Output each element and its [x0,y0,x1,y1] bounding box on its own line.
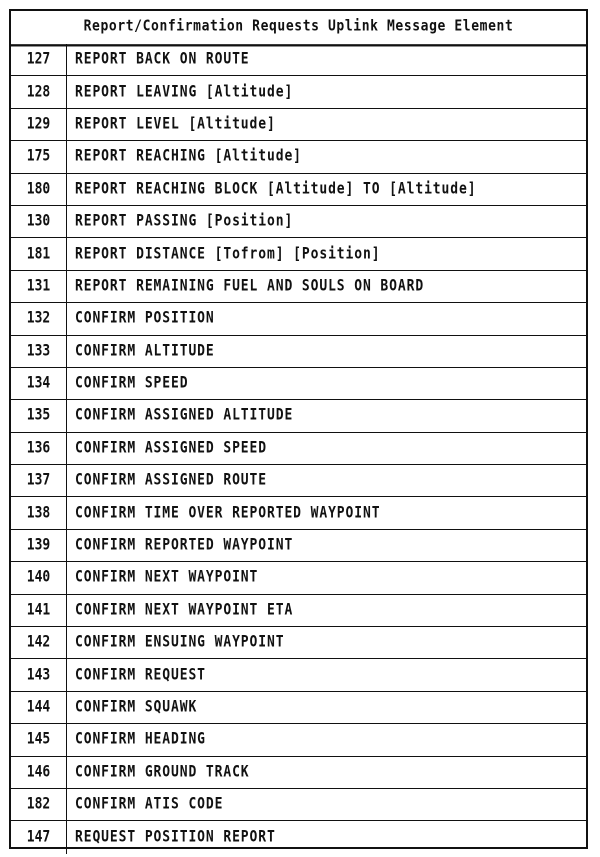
message-element-cell [67,44,586,75]
message-number-cell [11,659,67,690]
message-number-cell [11,400,67,431]
message-number-cell [11,174,67,205]
message-element-text: CONFIRM HEADING [75,730,206,749]
message-element-cell [67,562,586,593]
message-element-text: CONFIRM ENSUING WAYPOINT [75,633,285,652]
table-row [11,303,586,335]
message-element-cell [67,692,586,723]
table-row [11,757,586,789]
table-title: Report/Confirmation Requests Uplink Message Element [11,9,586,47]
table-row [11,789,586,821]
message-element-cell [67,303,586,334]
message-number-cell [11,757,67,788]
message-number: 137 [26,471,51,490]
message-number: 132 [26,309,51,328]
table-row [11,336,586,368]
message-number-cell [11,465,67,496]
message-element-cell [67,595,586,626]
message-element-text: REQUEST POSITION REPORT [75,828,276,847]
message-element-text: REPORT PASSING [Position] [75,212,294,231]
message-number: 139 [26,536,51,555]
message-element-cell [67,368,586,399]
table-row [11,206,586,238]
table-row [11,530,586,562]
message-element-text: CONFIRM REQUEST [75,666,206,685]
message-number-cell [11,789,67,820]
message-element-table [9,9,588,849]
message-number: 128 [26,83,51,102]
table-row [11,692,586,724]
message-element-text: CONFIRM REPORTED WAYPOINT [75,536,294,555]
message-element-text: CONFIRM ASSIGNED ALTITUDE [75,406,294,425]
message-number: 146 [26,763,51,782]
message-element-cell [67,627,586,658]
message-number: 144 [26,698,51,717]
message-number-cell [11,76,67,107]
message-number: 182 [26,795,51,814]
message-element-cell [67,206,586,237]
message-element-text: REPORT LEAVING [Altitude] [75,83,294,102]
table-row [11,76,586,108]
table-row [11,595,586,627]
table-row [11,562,586,594]
message-number: 140 [26,568,51,587]
table-row [11,659,586,691]
table-body [11,44,586,854]
message-number: 133 [26,342,51,361]
message-number: 127 [26,50,51,69]
message-number: 129 [26,115,51,134]
message-number-cell [11,692,67,723]
table-row [11,627,586,659]
message-number: 180 [26,180,51,199]
message-element-text: REPORT REACHING [Altitude] [75,147,302,166]
message-number-cell [11,627,67,658]
message-number-cell [11,271,67,302]
message-number-cell [11,141,67,172]
table-row [11,433,586,465]
table-row [11,724,586,756]
message-element-cell [67,400,586,431]
message-element-cell [67,497,586,528]
table-row [11,400,586,432]
message-number: 147 [26,828,51,847]
message-number: 136 [26,439,51,458]
message-number-cell [11,109,67,140]
message-element-text: CONFIRM NEXT WAYPOINT ETA [75,601,294,620]
message-element-cell [67,238,586,269]
table-row [11,174,586,206]
message-element-text: REPORT REMAINING FUEL AND SOULS ON BOARD [75,277,425,296]
message-number: 145 [26,730,51,749]
message-element-cell [67,141,586,172]
message-element-text: CONFIRM ALTITUDE [75,342,215,361]
message-element-cell [67,530,586,561]
message-number-cell [11,303,67,334]
table-row [11,238,586,270]
message-element-text: CONFIRM SPEED [75,374,189,393]
message-number: 130 [26,212,51,231]
message-element-text: CONFIRM GROUND TRACK [75,763,250,782]
message-number-cell [11,433,67,464]
table-row [11,109,586,141]
message-element-cell [67,465,586,496]
message-element-cell [67,659,586,690]
message-element-text: CONFIRM TIME OVER REPORTED WAYPOINT [75,504,381,523]
message-number-cell [11,368,67,399]
message-element-cell [67,76,586,107]
message-number: 134 [26,374,51,393]
table-row [11,271,586,303]
message-element-cell [67,821,586,853]
message-element-cell [67,789,586,820]
table-row [11,497,586,529]
message-number-cell [11,562,67,593]
message-number-cell [11,821,67,853]
message-number-cell [11,44,67,75]
message-number-cell [11,336,67,367]
message-element-cell [67,271,586,302]
message-number-cell [11,595,67,626]
message-element-text: CONFIRM SQUAWK [75,698,198,717]
message-element-cell [67,757,586,788]
message-number-cell [11,530,67,561]
message-element-cell [67,336,586,367]
message-number: 138 [26,504,51,523]
message-number-cell [11,238,67,269]
message-number: 175 [26,147,51,166]
message-element-text: REPORT REACHING BLOCK [Altitude] TO [Altitude] [75,180,477,199]
message-number: 141 [26,601,51,620]
message-number-cell [11,206,67,237]
message-number: 135 [26,406,51,425]
message-element-text: CONFIRM ASSIGNED SPEED [75,439,267,458]
message-element-text: CONFIRM ATIS CODE [75,795,224,814]
message-element-text: CONFIRM NEXT WAYPOINT [75,568,259,587]
message-number-cell [11,497,67,528]
message-number-cell [11,724,67,755]
message-element-cell [67,724,586,755]
message-element-cell [67,109,586,140]
table-row [11,821,586,853]
message-element-cell [67,433,586,464]
message-element-text: CONFIRM POSITION [75,309,215,328]
message-element-cell [67,174,586,205]
message-element-text: CONFIRM ASSIGNED ROUTE [75,471,267,490]
message-number: 181 [26,245,51,264]
table-row [11,465,586,497]
message-element-text: REPORT BACK ON ROUTE [75,50,250,69]
message-number: 142 [26,633,51,652]
table-row [11,141,586,173]
table-row [11,44,586,76]
message-number: 131 [26,277,51,296]
message-number: 143 [26,666,51,685]
table-row [11,368,586,400]
message-element-text: REPORT LEVEL [Altitude] [75,115,276,134]
message-element-text: REPORT DISTANCE [Tofrom] [Position] [75,245,381,264]
